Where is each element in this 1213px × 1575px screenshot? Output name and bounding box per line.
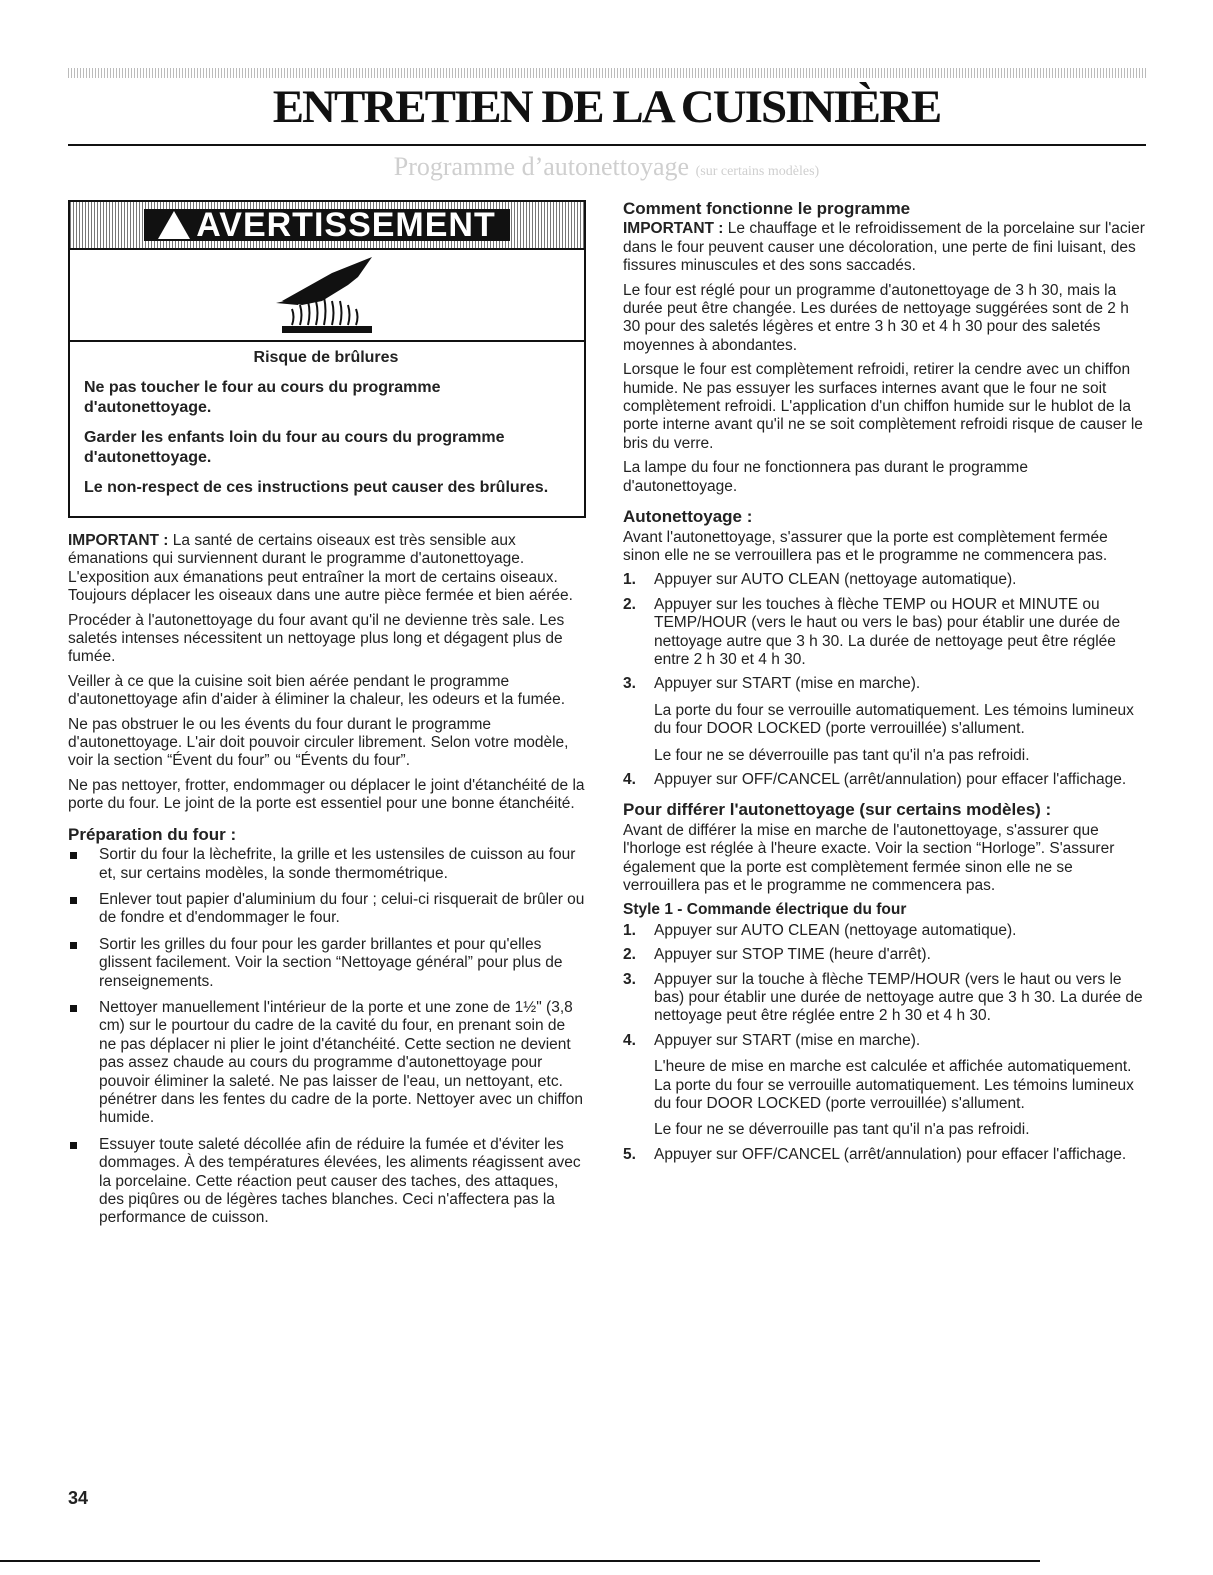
hot-surface-hand-icon xyxy=(262,255,392,335)
step-item xyxy=(623,771,1146,789)
warning-label: AVERTISSEMENT xyxy=(196,205,496,244)
step-text: Appuyer sur START (mise en marche). xyxy=(654,675,921,693)
step-number: 1. xyxy=(623,571,636,589)
body-paragraph: Ne pas nettoyer, frotter, endommager ou déplacer le joint d'étanchéité de la porte du four. Le joint de la porte est essentiel pour une bonne étanchéité. xyxy=(68,776,585,813)
body-paragraph: Le four est réglé pour un programme d'autonettoyage de 3 h 30, mais la durée peut être changée. Les durées de nettoyage suggérées sont de 2 h 30 pour des saletés légères et entre 3 h 30 et 4 h 30 pour des saletés moyennes à abondantes. xyxy=(623,281,1129,354)
warning-heading: Risque de brûlures xyxy=(253,349,399,366)
step-number: 4. xyxy=(623,770,636,788)
step-text: Appuyer sur AUTO CLEAN (nettoyage automatique). xyxy=(654,571,1017,589)
step-text: Appuyer sur les touches à flèche TEMP ou HOUR et MINUTE ou TEMP/HOUR (vers le haut ou vers le bas) pour établir une durée de nettoyage autre que 3 h 30. La durée de nettoyage peut être réglée entre 2 h 30 et 4 h 30. xyxy=(654,595,1121,668)
body-paragraph: Procéder à l'autonettoyage du four avant qu'il ne devienne très sale. Les saletés intenses nécessitent un nettoyage plus long et dégagent plus de fumée. xyxy=(68,611,565,666)
step-number: 1. xyxy=(623,921,636,939)
step-item xyxy=(623,946,1146,964)
body-paragraph: Lorsque le four est complètement refroidi, retirer la cendre avec un chiffon humide. Ne pas essuyer les surfaces internes avant que le four ne soit complètement refroidi. L'application d'un chiffon humide sur le hublot de la porte interne avant qu'il ne se soit complètement refroidi risque de causer le bris du verre. xyxy=(623,361,1143,452)
body-paragraph: Ne pas obstruer le ou les évents du four durant le programme d'autonettoyage. L'air doit pouvoir circuler librement. Selon votre modèle, voir la section “Évent du four” ou “Évents du four”. xyxy=(68,715,569,770)
auto-heading: Autonettoyage : xyxy=(623,507,753,527)
step-number: 2. xyxy=(623,595,636,613)
warning-illustration xyxy=(70,250,584,342)
step-text: Appuyer sur START (mise en marche). xyxy=(654,1031,921,1049)
step-item xyxy=(623,596,1146,670)
step-number: 4. xyxy=(623,1031,636,1049)
warning-text xyxy=(70,342,584,516)
step-number: 2. xyxy=(623,946,636,964)
step-text: Appuyer sur OFF/CANCEL (arrêt/annulation) pour effacer l'affichage. xyxy=(654,1145,1127,1163)
step-item xyxy=(623,922,1146,940)
top-pattern-band xyxy=(68,68,1146,78)
important-label: IMPORTANT : xyxy=(68,532,169,549)
step-text: Appuyer sur la touche à flèche TEMP/HOUR (vers le haut ou vers le bas) pour établir une durée de nettoyage autre que 3 h 30. La durée de nettoyage peut être réglée entre 2 h 30 et 4 h 30. xyxy=(654,970,1143,1025)
list-item: Sortir les grilles du four pour les garder brillantes et pour qu'elles glissent facilement. Voir la section “Nettoyage général” pour plus de renseignements. xyxy=(68,936,586,991)
step-number: 3. xyxy=(623,970,636,988)
section-subtitle xyxy=(0,152,1213,182)
step-item xyxy=(623,1032,1146,1140)
body-paragraph: La lampe du four ne fonctionnera pas durant le programme d'autonettoyage. xyxy=(623,459,1028,495)
warning-banner xyxy=(144,205,510,244)
list-item: Nettoyer manuellement l'intérieur de la porte et une zone de 1½" (3,8 cm) sur le pourtour du cadre de la cavité du four, en prenant soin de ne pas déplacer ni plier le joint d'étanchéité. Cette section ne devient pas assez chaude au cours du programme d'autonettoyage pour pouvoir éliminer la saleté. Ne pas laisser de l'eau, un nettoyant, etc. pénétrer dans les fentes du cadre de la porte. Nettoyer avec un chiffon humide. xyxy=(68,999,586,1128)
step-text: Appuyer sur STOP TIME (heure d'arrêt). xyxy=(654,946,931,964)
delay-intro: Avant de différer la mise en marche de l'autonettoyage, s'assurer que l'horloge est réglée à l'heure exacte. Voir la section “Horloge”. S'assurer également que la porte est complètement fermée sinon elle ne se verrouillera pas et le programme ne commencera pas. xyxy=(623,821,1115,894)
important-text: La santé de certains oiseaux est très sensible aux émanations qui surviennent durant le programme d'autonettoyage. L'exposition aux émanations peut entraîner la mort de certains oiseaux. Toujours déplacer les oiseaux dans une autre pièce fermée et bien aérée. xyxy=(68,532,573,605)
page-number: 34 xyxy=(68,1488,89,1508)
step-note: La porte du four se verrouille automatiquement. Les témoins lumineux du four DOOR LOCKED (porte verrouillée) s'allument. xyxy=(654,701,1134,738)
important-paragraph xyxy=(623,220,1146,275)
subtitle-text: Programme d’autonettoyage xyxy=(393,152,690,181)
style-heading: Style 1 - Commande électrique du four xyxy=(623,901,907,919)
list-item: Essuyer toute saleté décollée afin de réduire la fumée et d'éviter les dommages. À des températures élevées, les aliments réagissent avec la porcelaine. Cette réaction peut causer des taches, des attaques, des piqûres ou de légères taches blanches. Ceci n'affectera pas la performance de cuisson. xyxy=(68,1136,586,1228)
right-column xyxy=(623,200,1146,1170)
important-paragraph xyxy=(68,532,586,606)
auto-steps-list xyxy=(623,571,1146,789)
step-item xyxy=(623,571,1146,589)
warning-line: Ne pas toucher le four au cours du programme d'autonettoyage. xyxy=(84,379,441,416)
step-number: 3. xyxy=(623,675,636,693)
page-title: ENTRETIEN DE LA CUISINIÈRE xyxy=(272,81,941,133)
style-steps-list xyxy=(623,922,1146,1164)
warning-line: Le non-respect de ces instructions peut causer des brûlures. xyxy=(84,479,549,496)
step-item xyxy=(623,1146,1146,1164)
bottom-rule xyxy=(0,1560,1040,1562)
warning-header xyxy=(70,202,584,250)
prep-heading: Préparation du four : xyxy=(68,824,237,844)
prep-list xyxy=(68,846,586,1228)
important-text: Le chauffage et le refroidissement de la porcelaine sur l'acier dans le four peuvent causer une décoloration, une perte de fini luisant, des fissures minuscules et des sons saccadés. xyxy=(623,220,1145,275)
left-column xyxy=(68,200,586,1236)
list-item: Enlever tout papier d'aluminium du four ; celui-ci risquerait de brûler ou de fondre et d'endommager le four. xyxy=(68,891,586,928)
step-number: 5. xyxy=(623,1145,636,1163)
step-note: L'heure de mise en marche est calculée et affichée automatiquement. La porte du four se verrouille automatiquement. Les témoins lumineux du four DOOR LOCKED (porte verrouillée) s'allument. xyxy=(654,1058,1134,1113)
delay-heading: Pour différer l'autonettoyage (sur certains modèles) : xyxy=(623,800,1052,820)
step-item xyxy=(623,675,1146,765)
list-item: Sortir du four la lèchefrite, la grille et les ustensiles de cuisson au four et, sur certains modèles, la sonde thermométrique. xyxy=(68,846,586,883)
title-rule xyxy=(68,144,1146,146)
step-item xyxy=(623,971,1146,1026)
warning-triangle-icon xyxy=(158,211,190,239)
auto-intro: Avant l'autonettoyage, s'assurer que la porte est complètement fermée sinon elle ne se verrouillera pas et le programme ne commencera pas. xyxy=(623,528,1108,564)
subtitle-note: (sur certains modèles) xyxy=(695,164,820,179)
step-text: Appuyer sur OFF/CANCEL (arrêt/annulation) pour effacer l'affichage. xyxy=(654,770,1127,788)
step-note: Le four ne se déverrouille pas tant qu'il n'a pas refroidi. xyxy=(654,746,1030,764)
important-label: IMPORTANT : xyxy=(623,220,724,238)
step-note: Le four ne se déverrouille pas tant qu'il n'a pas refroidi. xyxy=(654,1121,1030,1139)
body-paragraph: Veiller à ce que la cuisine soit bien aérée pendant le programme d'autonettoyage afin d'aider à éliminer la chaleur, les odeurs et la fumée. xyxy=(68,672,566,709)
warning-line: Garder les enfants loin du four au cours du programme d'autonettoyage. xyxy=(84,429,505,466)
how-heading: Comment fonctionne le programme xyxy=(623,199,911,218)
warning-box xyxy=(68,200,586,518)
step-text: Appuyer sur AUTO CLEAN (nettoyage automatique). xyxy=(654,921,1017,939)
